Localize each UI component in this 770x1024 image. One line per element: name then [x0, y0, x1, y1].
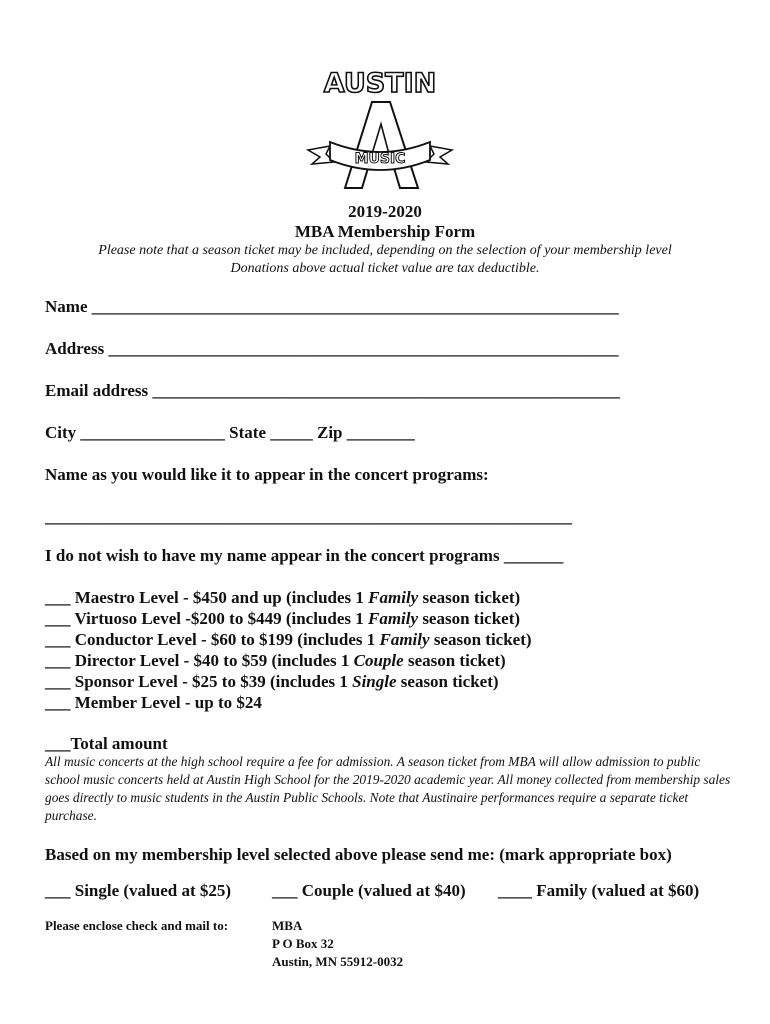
- mail-label: Please enclose check and mail to:: [45, 918, 229, 933]
- mail-line-1: MBA: [272, 918, 303, 933]
- membership-level-option[interactable]: [45, 651, 506, 671]
- total-amount[interactable]: ___Total amount: [45, 734, 168, 753]
- austin-music-logo: [300, 62, 460, 194]
- season-ticket-note: Please note that a season ticket may be included, depending on the selection of your membership level: [98, 243, 672, 258]
- level-text-suffix: season ticket): [418, 588, 521, 607]
- level-text: ___ Member Level - up to $24: [45, 693, 262, 712]
- city-state-zip-field[interactable]: City _________________ State _____ Zip ________: [45, 423, 415, 442]
- couple-option[interactable]: ___ Couple (valued at $40): [272, 881, 466, 900]
- membership-level-option[interactable]: [45, 693, 262, 713]
- membership-level-option[interactable]: [45, 588, 520, 608]
- no-name-option[interactable]: I do not wish to have my name appear in the concert programs _______: [45, 546, 564, 565]
- send-label: Based on my membership level selected above please send me: (mark appropriate box): [45, 845, 672, 864]
- logo-banner-text: MUSIC: [354, 151, 406, 167]
- level-text-suffix: season ticket): [403, 651, 506, 670]
- program-name-label: Name as you would like it to appear in the concert programs:: [45, 465, 489, 484]
- logo-top-text: AUSTIN: [323, 68, 437, 99]
- level-text: ___ Maestro Level - $450 and up (includes 1: [45, 588, 369, 607]
- level-text-suffix: season ticket): [429, 630, 532, 649]
- membership-level-option[interactable]: [45, 609, 520, 629]
- form-title: MBA Membership Form: [294, 222, 476, 241]
- membership-level-option[interactable]: [45, 630, 532, 650]
- membership-level-option[interactable]: [45, 672, 499, 692]
- level-text: ___ Virtuoso Level -$200 to $449 (includes 1: [45, 609, 368, 628]
- level-text-suffix: season ticket): [396, 672, 499, 691]
- program-name-line[interactable]: ______________________________________________________________: [45, 507, 572, 526]
- form-year: 2019-2020: [348, 202, 422, 221]
- email-field[interactable]: Email address _______________________________________________________: [45, 381, 620, 400]
- single-option[interactable]: ___ Single (valued at $25): [45, 881, 232, 900]
- family-option[interactable]: ____ Family (valued at $60): [498, 881, 700, 900]
- ticket-type: Family: [379, 630, 430, 649]
- name-field[interactable]: Name ______________________________________________________________: [45, 297, 619, 316]
- ticket-type: Family: [368, 588, 419, 607]
- mail-line-3: Austin, MN 55912-0032: [272, 954, 404, 969]
- level-text: ___ Conductor Level - $60 to $199 (includes 1: [45, 630, 380, 649]
- ticket-type: Single: [352, 672, 397, 691]
- level-text: ___ Director Level - $40 to $59 (includes 1: [45, 651, 354, 670]
- ticket-type: Couple: [353, 651, 404, 670]
- level-text-suffix: season ticket): [418, 609, 521, 628]
- mail-line-2: P O Box 32: [272, 936, 334, 951]
- info-paragraph: All music concerts at the high school require a fee for admission. A season ticket from MBA will allow admission to public school music concerts held at Austin High School for the 2019-2020 academic year. All money collected from membership sales goes directly to music students in the Austin Public Schools. Note that Austinaire performances require a separate ticket purchase.: [45, 754, 731, 823]
- level-text: ___ Sponsor Level - $25 to $39 (includes 1: [45, 672, 353, 691]
- address-field[interactable]: Address ____________________________________________________________: [45, 339, 619, 358]
- tax-deductible-note: Donations above actual ticket value are tax deductible.: [230, 261, 540, 276]
- ticket-type: Family: [368, 609, 419, 628]
